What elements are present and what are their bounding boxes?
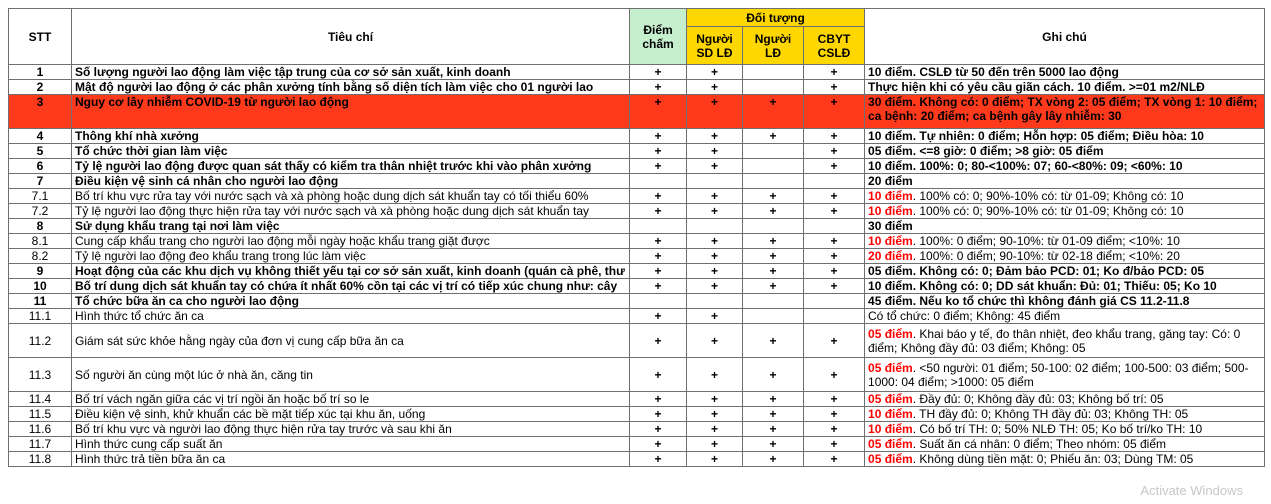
subject-cell: + bbox=[743, 437, 804, 452]
row-criteria: Số lượng người lao động làm việc tập trung của cơ sở sản xuất, kinh doanh bbox=[72, 65, 630, 80]
table-row bbox=[9, 234, 1265, 249]
score-cell bbox=[630, 174, 687, 189]
table-row bbox=[9, 174, 1265, 189]
row-note bbox=[865, 80, 1265, 95]
row-note-text: 10 điểm. Không có: 0; DD sát khuẩn: Đủ: 01; Thiếu: 05; Ko 10 bbox=[868, 279, 1217, 293]
row-stt: 2 bbox=[9, 80, 72, 95]
row-note-text: . <50 người: 01 điểm; 50-100: 02 điểm; 100-500: 03 điểm; 500-1000: 04 điểm; >1000: 05 điểm bbox=[868, 360, 1249, 389]
row-note bbox=[865, 309, 1265, 324]
subject-cell: + bbox=[687, 129, 743, 144]
row-note-text: . 100%: 0 điểm; 90-10%: từ 02-18 điểm; <10%: 20 bbox=[912, 249, 1180, 263]
table-row bbox=[9, 159, 1265, 174]
row-note bbox=[865, 358, 1265, 392]
table-row bbox=[9, 294, 1265, 309]
subject-cell: + bbox=[743, 189, 804, 204]
subject-cell: + bbox=[804, 204, 865, 219]
row-note bbox=[865, 219, 1265, 234]
table-row bbox=[9, 219, 1265, 234]
table-row bbox=[9, 309, 1265, 324]
subject-cell: + bbox=[687, 204, 743, 219]
score-cell: + bbox=[630, 65, 687, 80]
row-note-points: 10 điểm bbox=[868, 204, 913, 218]
table-row bbox=[9, 358, 1265, 392]
subject-cell: + bbox=[687, 324, 743, 358]
subject-cell bbox=[743, 144, 804, 159]
table-row bbox=[9, 264, 1265, 279]
table-row bbox=[9, 407, 1265, 422]
subject-cell bbox=[743, 159, 804, 174]
header-subjects: Đối tượng bbox=[687, 9, 865, 27]
row-note-points: 05 điểm bbox=[868, 326, 913, 341]
row-note bbox=[865, 249, 1265, 264]
score-cell: + bbox=[630, 159, 687, 174]
row-criteria: Hoạt động của các khu dịch vụ không thiết yếu tại cơ sở sản xuất, kinh doanh (quán cà phê, thư bbox=[72, 264, 630, 279]
subject-cell: + bbox=[804, 129, 865, 144]
subject-cell: + bbox=[743, 324, 804, 358]
row-stt: 8 bbox=[9, 219, 72, 234]
table-row bbox=[9, 392, 1265, 407]
row-criteria: Giám sát sức khỏe hằng ngày của đơn vị cung cấp bữa ăn ca bbox=[72, 324, 630, 358]
row-stt: 8.1 bbox=[9, 234, 72, 249]
subject-cell: + bbox=[804, 324, 865, 358]
row-stt: 11.7 bbox=[9, 437, 72, 452]
row-note-text: . 100% có: 0; 90%-10% có: từ 01-09; Không có: 10 bbox=[912, 204, 1184, 218]
row-stt: 7 bbox=[9, 174, 72, 189]
row-stt: 6 bbox=[9, 159, 72, 174]
row-note bbox=[865, 422, 1265, 437]
row-note bbox=[865, 392, 1265, 407]
score-cell: + bbox=[630, 144, 687, 159]
score-cell: + bbox=[630, 452, 687, 467]
table-row bbox=[9, 80, 1265, 95]
table-row bbox=[9, 95, 1265, 129]
row-stt: 7.1 bbox=[9, 189, 72, 204]
row-note-points: 10 điểm bbox=[868, 407, 913, 421]
subject-cell: + bbox=[804, 234, 865, 249]
row-note-points: 10 điểm bbox=[868, 189, 913, 203]
subject-cell: + bbox=[743, 234, 804, 249]
subject-cell bbox=[743, 80, 804, 95]
score-cell: + bbox=[630, 324, 687, 358]
row-note bbox=[865, 204, 1265, 219]
row-criteria: Bố trí khu vực và người lao động thực hiện rửa tay trước và sau khi ăn bbox=[72, 422, 630, 437]
subject-cell: + bbox=[743, 407, 804, 422]
subject-cell: + bbox=[687, 144, 743, 159]
row-note-text: 05 điểm. Không có: 0; Đảm bảo PCD: 01; Ko đ/bảo PCD: 05 bbox=[868, 264, 1205, 278]
score-cell: + bbox=[630, 264, 687, 279]
subject-cell bbox=[743, 294, 804, 309]
subject-cell: + bbox=[804, 80, 865, 95]
row-note-text: 10 điểm. Tự nhiên: 0 điểm; Hỗn hợp: 05 điểm; Điều hòa: 10 bbox=[868, 129, 1204, 143]
row-note bbox=[865, 234, 1265, 249]
table-row bbox=[9, 437, 1265, 452]
subject-cell: + bbox=[743, 358, 804, 392]
score-cell: + bbox=[630, 249, 687, 264]
subject-cell bbox=[743, 65, 804, 80]
row-stt: 11.2 bbox=[9, 324, 72, 358]
subject-cell: + bbox=[687, 437, 743, 452]
row-note bbox=[865, 174, 1265, 189]
row-stt: 5 bbox=[9, 144, 72, 159]
row-criteria: Tỷ lệ người lao động thực hiện rửa tay với nước sạch và xà phòng hoặc dung dịch sát khuẩn tay bbox=[72, 204, 630, 219]
subject-cell: + bbox=[804, 189, 865, 204]
row-stt: 11.1 bbox=[9, 309, 72, 324]
row-criteria: Tỷ lệ người lao động đeo khẩu trang trong lúc làm việc bbox=[72, 249, 630, 264]
row-criteria: Tỷ lệ người lao động được quan sát thấy có kiểm tra thân nhiệt trước khi vào phân xưởng bbox=[72, 159, 630, 174]
row-note-text: 30 điểm. Không có: 0 điểm; TX vòng 2: 05 điểm; TX vòng 1: 10 điểm; ca bệnh: 20 điểm; ca bệnh gây lây nhiễm: 30 bbox=[868, 95, 1258, 123]
header-criteria: Tiêu chí bbox=[72, 9, 630, 65]
subject-cell: + bbox=[687, 80, 743, 95]
row-note-points: 10 điểm bbox=[868, 422, 913, 436]
row-stt: 11.8 bbox=[9, 452, 72, 467]
row-criteria: Hình thức tổ chức ăn ca bbox=[72, 309, 630, 324]
header-subject-worker: Người LĐ bbox=[743, 27, 804, 65]
row-criteria: Điều kiện vệ sinh, khử khuẩn các bề mặt tiếp xúc tại khu ăn, uống bbox=[72, 407, 630, 422]
table-row bbox=[9, 452, 1265, 467]
row-stt: 11 bbox=[9, 294, 72, 309]
subject-cell bbox=[687, 174, 743, 189]
row-note-text: . Suất ăn cá nhân: 0 điểm; Theo nhóm: 05 điểm bbox=[912, 437, 1166, 451]
subject-cell: + bbox=[687, 65, 743, 80]
row-note bbox=[865, 264, 1265, 279]
row-criteria: Thông khí nhà xưởng bbox=[72, 129, 630, 144]
subject-cell bbox=[804, 219, 865, 234]
subject-cell: + bbox=[743, 129, 804, 144]
row-stt: 9 bbox=[9, 264, 72, 279]
subject-cell: + bbox=[687, 234, 743, 249]
table-row bbox=[9, 189, 1265, 204]
row-note-text: . 100% có: 0; 90%-10% có: từ 01-09; Không có: 10 bbox=[912, 189, 1184, 203]
subject-cell: + bbox=[804, 144, 865, 159]
row-note bbox=[865, 407, 1265, 422]
table-row bbox=[9, 324, 1265, 358]
score-cell bbox=[630, 219, 687, 234]
subject-cell bbox=[804, 309, 865, 324]
subject-cell: + bbox=[743, 264, 804, 279]
row-note bbox=[865, 159, 1265, 174]
subject-cell: + bbox=[687, 249, 743, 264]
subject-cell: + bbox=[804, 65, 865, 80]
subject-cell: + bbox=[687, 95, 743, 129]
score-cell: + bbox=[630, 407, 687, 422]
row-note bbox=[865, 144, 1265, 159]
row-stt: 11.3 bbox=[9, 358, 72, 392]
row-note-text: 10 điểm. 100%: 0; 80-<100%: 07; 60-<80%: 09; <60%: 10 bbox=[868, 159, 1183, 173]
subject-cell: + bbox=[804, 407, 865, 422]
subject-cell: + bbox=[687, 189, 743, 204]
watermark-text: Activate Windows bbox=[1140, 483, 1243, 498]
subject-cell bbox=[743, 174, 804, 189]
subject-cell: + bbox=[687, 407, 743, 422]
row-stt: 11.4 bbox=[9, 392, 72, 407]
subject-cell: + bbox=[687, 279, 743, 294]
table-row bbox=[9, 144, 1265, 159]
score-cell: + bbox=[630, 437, 687, 452]
row-criteria: Bố trí khu vực rửa tay với nước sạch và xà phòng hoặc dung dịch sát khuẩn tay có tối thiểu 60% bbox=[72, 189, 630, 204]
score-cell: + bbox=[630, 234, 687, 249]
header-subject-employer: Người SD LĐ bbox=[687, 27, 743, 65]
row-note-text: 45 điểm. Nếu ko tổ chức thì không đánh giá CS 11.2-11.8 bbox=[868, 294, 1190, 308]
row-criteria: Cung cấp khẩu trang cho người lao động mỗi ngày hoặc khẩu trang giặt được bbox=[72, 234, 630, 249]
row-note-text: . Có bố trí TH: 0; 50% NLĐ TH: 05; Ko bố trí/ko TH: 10 bbox=[912, 422, 1203, 436]
subject-cell: + bbox=[687, 309, 743, 324]
row-note-points: 05 điểm bbox=[868, 360, 913, 375]
row-note-points: 05 điểm bbox=[868, 437, 913, 451]
row-criteria: Tổ chức thời gian làm việc bbox=[72, 144, 630, 159]
subject-cell: + bbox=[804, 279, 865, 294]
row-note bbox=[865, 452, 1265, 467]
row-criteria: Bố trí vách ngăn giữa các vị trí ngồi ăn hoặc bố trí so le bbox=[72, 392, 630, 407]
subject-cell bbox=[743, 309, 804, 324]
row-note bbox=[865, 65, 1265, 80]
row-note bbox=[865, 129, 1265, 144]
score-cell: + bbox=[630, 129, 687, 144]
subject-cell: + bbox=[804, 392, 865, 407]
row-criteria: Sử dụng khẩu trang tại nơi làm việc bbox=[72, 219, 630, 234]
subject-cell: + bbox=[804, 159, 865, 174]
score-cell: + bbox=[630, 358, 687, 392]
subject-cell: + bbox=[804, 264, 865, 279]
header-notes: Ghi chú bbox=[865, 9, 1265, 65]
row-note-points: 05 điểm bbox=[868, 392, 913, 406]
score-cell bbox=[630, 294, 687, 309]
table-row bbox=[9, 204, 1265, 219]
row-note-text: . TH đầy đủ: 0; Không TH đầy đủ: 03; Không TH: 05 bbox=[912, 407, 1189, 421]
row-note-text: . Không dùng tiền mặt: 0; Phiếu ăn: 03; Dùng TM: 05 bbox=[912, 452, 1194, 466]
row-note bbox=[865, 294, 1265, 309]
row-note-points: 20 điểm bbox=[868, 249, 913, 263]
score-cell: + bbox=[630, 309, 687, 324]
subject-cell bbox=[804, 294, 865, 309]
subject-cell bbox=[804, 174, 865, 189]
subject-cell: + bbox=[743, 392, 804, 407]
row-note-text: . Khai báo y tế, đo thân nhiệt, đeo khẩu trang, găng tay: Có: 0 điểm; Không đầy đủ: 03 điểm; Không: 05 bbox=[868, 326, 1241, 355]
row-note bbox=[865, 279, 1265, 294]
row-criteria: Nguy cơ lây nhiễm COVID-19 từ người lao động bbox=[72, 95, 630, 129]
row-stt: 11.6 bbox=[9, 422, 72, 437]
score-cell: + bbox=[630, 422, 687, 437]
row-note bbox=[865, 324, 1265, 358]
subject-cell: + bbox=[687, 264, 743, 279]
subject-cell: + bbox=[687, 422, 743, 437]
row-criteria: Bố trí dung dịch sát khuẩn tay có chứa ít nhất 60% cồn tại các vị trí có tiếp xúc chung như: cây bbox=[72, 279, 630, 294]
row-criteria: Số người ăn cùng một lúc ở nhà ăn, căng tin bbox=[72, 358, 630, 392]
row-stt: 11.5 bbox=[9, 407, 72, 422]
subject-cell: + bbox=[804, 95, 865, 129]
row-note-text: Có tổ chức: 0 điểm; Không: 45 điểm bbox=[868, 309, 1061, 323]
row-note bbox=[865, 189, 1265, 204]
subject-cell: + bbox=[804, 422, 865, 437]
subject-cell bbox=[743, 219, 804, 234]
row-note-text: 30 điểm bbox=[868, 219, 913, 233]
score-cell: + bbox=[630, 392, 687, 407]
row-note-text: . 100%: 0 điểm; 90-10%: từ 01-09 điểm; <10%: 10 bbox=[912, 234, 1180, 248]
subject-cell: + bbox=[743, 422, 804, 437]
subject-cell: + bbox=[687, 159, 743, 174]
subject-cell: + bbox=[687, 452, 743, 467]
row-criteria: Mật độ người lao động ở các phân xưởng tính bằng số diện tích làm việc cho 01 người lao bbox=[72, 80, 630, 95]
subject-cell: + bbox=[743, 452, 804, 467]
criteria-table bbox=[8, 8, 1265, 467]
row-stt: 7.2 bbox=[9, 204, 72, 219]
table-row bbox=[9, 279, 1265, 294]
row-criteria: Tổ chức bữa ăn ca cho người lao động bbox=[72, 294, 630, 309]
table-row bbox=[9, 65, 1265, 80]
score-cell: + bbox=[630, 204, 687, 219]
row-note-text: 10 điểm. CSLĐ từ 50 đến trên 5000 lao động bbox=[868, 65, 1119, 79]
subject-cell: + bbox=[804, 452, 865, 467]
table-row bbox=[9, 422, 1265, 437]
score-cell: + bbox=[630, 189, 687, 204]
table-row bbox=[9, 129, 1265, 144]
subject-cell: + bbox=[743, 249, 804, 264]
row-note-text: 05 điểm. <=8 giờ: 0 điểm; >8 giờ: 05 điểm bbox=[868, 144, 1104, 158]
row-note-text: 20 điểm bbox=[868, 174, 913, 188]
subject-cell: + bbox=[743, 95, 804, 129]
score-cell: + bbox=[630, 80, 687, 95]
row-note bbox=[865, 437, 1265, 452]
row-criteria: Hình thức trả tiền bữa ăn ca bbox=[72, 452, 630, 467]
row-stt: 3 bbox=[9, 95, 72, 129]
subject-cell bbox=[687, 294, 743, 309]
row-note-points: 05 điểm bbox=[868, 452, 913, 466]
subject-cell: + bbox=[804, 358, 865, 392]
row-note-text: Thực hiện khi có yêu cầu giãn cách. 10 điểm. >=01 m2/NLĐ bbox=[868, 80, 1205, 94]
row-note bbox=[865, 95, 1265, 129]
criteria-table-body bbox=[9, 65, 1265, 467]
row-stt: 4 bbox=[9, 129, 72, 144]
score-cell: + bbox=[630, 95, 687, 129]
row-note-text: . Đầy đủ: 0; Không đầy đủ: 03; Không bố trí: 05 bbox=[912, 392, 1164, 406]
table-row bbox=[9, 249, 1265, 264]
row-criteria: Hình thức cung cấp suất ăn bbox=[72, 437, 630, 452]
row-stt: 1 bbox=[9, 65, 72, 80]
subject-cell: + bbox=[804, 249, 865, 264]
header-score: Điểm chấm bbox=[630, 9, 687, 65]
row-stt: 8.2 bbox=[9, 249, 72, 264]
subject-cell: + bbox=[687, 358, 743, 392]
subject-cell bbox=[687, 219, 743, 234]
header-stt: STT bbox=[9, 9, 72, 65]
row-criteria: Điều kiện vệ sinh cá nhân cho người lao động bbox=[72, 174, 630, 189]
score-cell: + bbox=[630, 279, 687, 294]
subject-cell: + bbox=[743, 279, 804, 294]
row-stt: 10 bbox=[9, 279, 72, 294]
header-subject-medical: CBYT CSLĐ bbox=[804, 27, 865, 65]
subject-cell: + bbox=[804, 437, 865, 452]
subject-cell: + bbox=[743, 204, 804, 219]
subject-cell: + bbox=[687, 392, 743, 407]
row-note-points: 10 điểm bbox=[868, 234, 913, 248]
